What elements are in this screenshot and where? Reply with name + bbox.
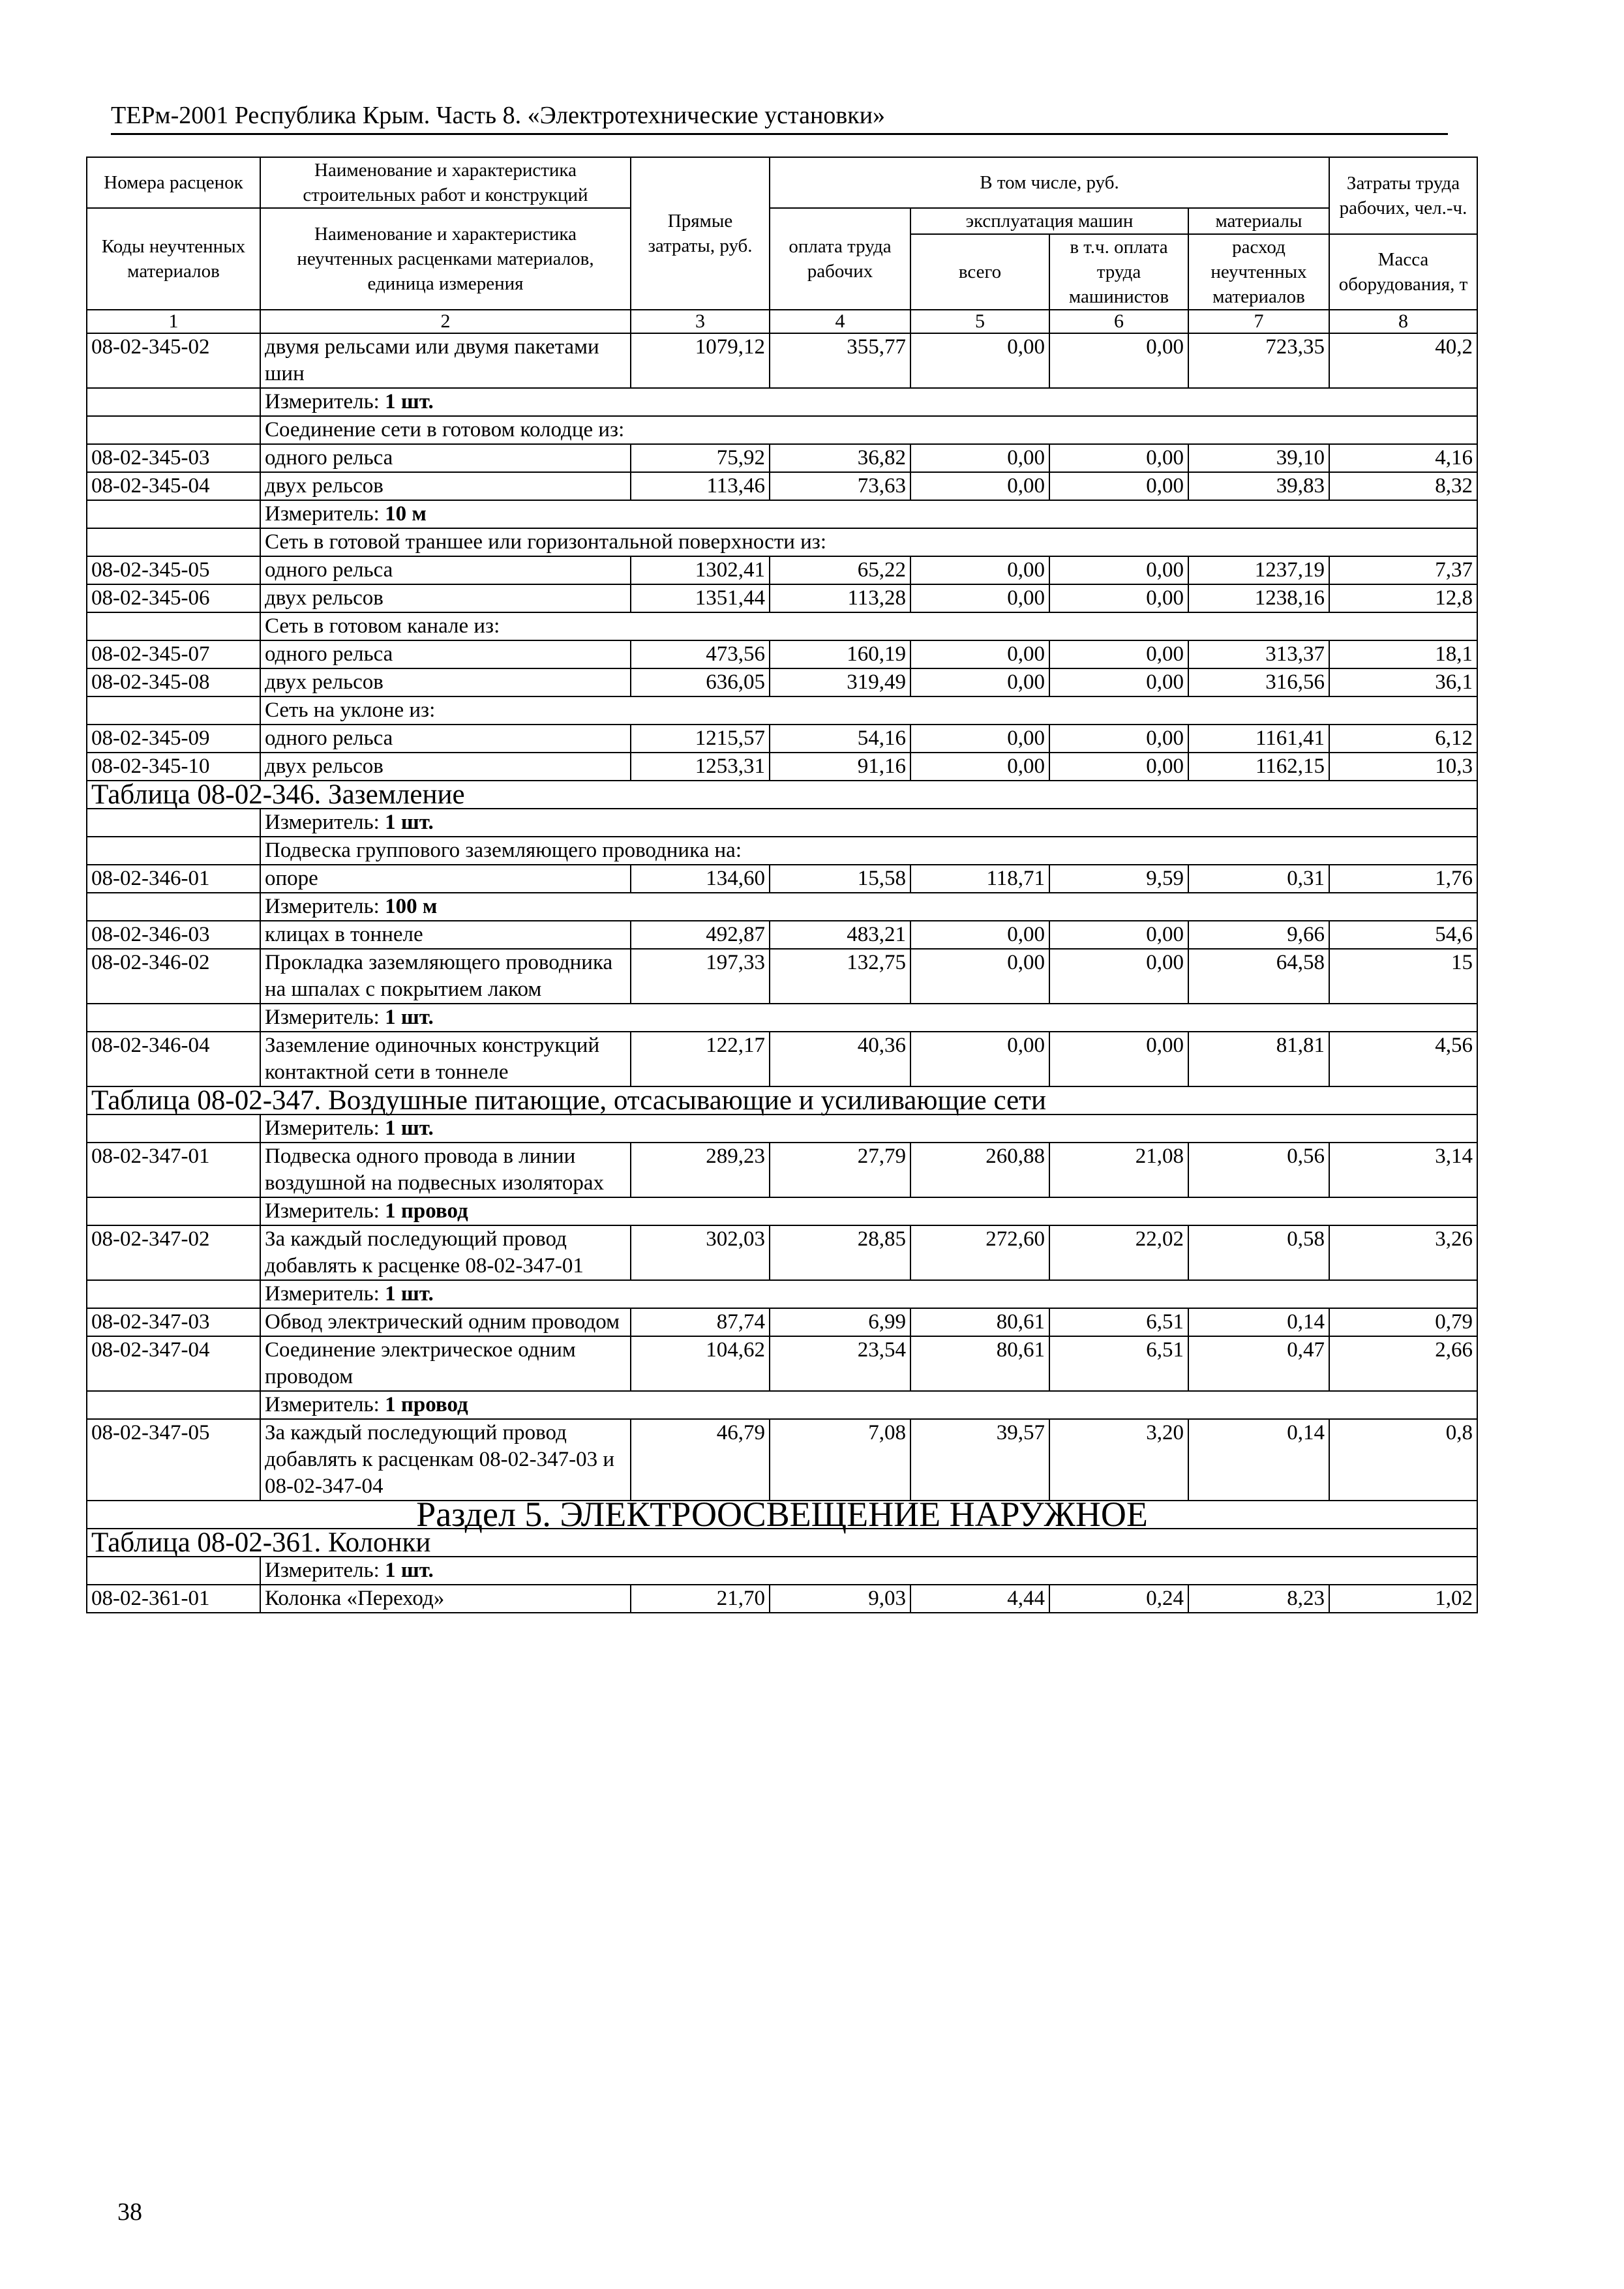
value-labor-costs: 0,8 xyxy=(1329,1419,1477,1501)
value-direct-costs: 1215,57 xyxy=(631,725,770,753)
value-machines-total: 0,00 xyxy=(910,1032,1049,1086)
value-machines-total: 0,00 xyxy=(910,668,1049,696)
measure-spacer xyxy=(87,1197,260,1225)
rate-row xyxy=(87,1585,1477,1613)
value-machinist-wages: 6,51 xyxy=(1049,1308,1188,1336)
rate-row xyxy=(87,949,1477,1004)
measure-cell xyxy=(260,893,1477,921)
value-machinist-wages: 0,00 xyxy=(1049,1032,1188,1086)
value-labor-costs: 36,1 xyxy=(1329,668,1477,696)
value-machines-total: 0,00 xyxy=(910,725,1049,753)
value-worker-wages: 27,79 xyxy=(770,1143,910,1197)
column-index: 1 xyxy=(87,310,260,333)
rate-code: 08-02-345-04 xyxy=(87,472,260,500)
rate-name: Обвод электрический одним проводом xyxy=(260,1308,631,1336)
rate-row xyxy=(87,1419,1477,1501)
table-title-row xyxy=(87,1086,1477,1115)
value-materials-cost: 723,35 xyxy=(1188,333,1329,388)
value-worker-wages: 113,28 xyxy=(770,584,910,612)
value-worker-wages: 132,75 xyxy=(770,949,910,1004)
column-index: 6 xyxy=(1049,310,1188,333)
table-title: Таблица 08-02-347. Воздушные питающие, отсасывающие и усиливающие сети xyxy=(87,1086,1477,1115)
rate-code: 08-02-345-02 xyxy=(87,333,260,388)
rate-code: 08-02-347-05 xyxy=(87,1419,260,1501)
rate-row xyxy=(87,725,1477,753)
measure-row xyxy=(87,893,1477,921)
measure-label: Измеритель: xyxy=(265,1282,385,1306)
value-machines-total: 0,00 xyxy=(910,753,1049,781)
value-worker-wages: 9,03 xyxy=(770,1585,910,1613)
value-materials-cost: 9,66 xyxy=(1188,921,1329,949)
value-machines-total: 0,00 xyxy=(910,444,1049,472)
section-row xyxy=(87,696,1477,725)
header-including-group: В том числе, руб. xyxy=(770,157,1329,208)
rate-row xyxy=(87,1225,1477,1280)
value-machines-total: 0,00 xyxy=(910,921,1049,949)
measure-cell xyxy=(260,809,1477,837)
value-materials-cost: 1161,41 xyxy=(1188,725,1329,753)
value-worker-wages: 40,36 xyxy=(770,1032,910,1086)
value-worker-wages: 6,99 xyxy=(770,1308,910,1336)
value-materials-cost: 1238,16 xyxy=(1188,584,1329,612)
part-title: Раздел 5. ЭЛЕКТРООСВЕЩЕНИЕ НАРУЖНОЕ xyxy=(87,1501,1477,1529)
value-worker-wages: 65,22 xyxy=(770,556,910,584)
value-direct-costs: 492,87 xyxy=(631,921,770,949)
rate-name: двух рельсов xyxy=(260,472,631,500)
value-machinist-wages: 22,02 xyxy=(1049,1225,1188,1280)
value-direct-costs: 134,60 xyxy=(631,865,770,893)
value-worker-wages: 319,49 xyxy=(770,668,910,696)
value-worker-wages: 91,16 xyxy=(770,753,910,781)
measure-label: Измеритель: xyxy=(265,1393,385,1416)
measure-spacer xyxy=(87,500,260,528)
measure-label: Измеритель: xyxy=(265,811,385,834)
value-worker-wages: 54,16 xyxy=(770,725,910,753)
measure-row xyxy=(87,1004,1477,1032)
value-materials-cost: 1162,15 xyxy=(1188,753,1329,781)
value-worker-wages: 36,82 xyxy=(770,444,910,472)
section-title: Сеть на уклоне из: xyxy=(260,696,1477,725)
rate-code: 08-02-346-02 xyxy=(87,949,260,1004)
value-labor-costs: 0,79 xyxy=(1329,1308,1477,1336)
rate-code: 08-02-345-10 xyxy=(87,753,260,781)
column-index: 4 xyxy=(770,310,910,333)
value-machines-total: 80,61 xyxy=(910,1336,1049,1391)
rate-row xyxy=(87,444,1477,472)
value-labor-costs: 6,12 xyxy=(1329,725,1477,753)
measure-row xyxy=(87,809,1477,837)
measure-cell xyxy=(260,1391,1477,1419)
value-machinist-wages: 3,20 xyxy=(1049,1419,1188,1501)
value-labor-costs: 2,66 xyxy=(1329,1336,1477,1391)
rate-name: двумя рельсами или двумя пакетами шин xyxy=(260,333,631,388)
measure-row xyxy=(87,500,1477,528)
value-worker-wages: 355,77 xyxy=(770,333,910,388)
value-machines-total: 0,00 xyxy=(910,333,1049,388)
value-materials-cost: 313,37 xyxy=(1188,640,1329,668)
measure-spacer xyxy=(87,1280,260,1308)
header-unaccounted-materials: расход неучтенных материалов xyxy=(1188,234,1329,310)
measure-unit: 1 шт. xyxy=(385,390,434,413)
value-materials-cost: 0,14 xyxy=(1188,1308,1329,1336)
value-labor-costs: 15 xyxy=(1329,949,1477,1004)
value-machinist-wages: 0,00 xyxy=(1049,640,1188,668)
measure-unit: 100 м xyxy=(385,895,438,918)
rate-name: Заземление одиночных конструкций контактной сети в тоннеле xyxy=(260,1032,631,1086)
rate-row xyxy=(87,865,1477,893)
measure-label: Измеритель: xyxy=(265,1006,385,1029)
value-materials-cost: 316,56 xyxy=(1188,668,1329,696)
value-direct-costs: 1079,12 xyxy=(631,333,770,388)
measure-spacer xyxy=(87,1557,260,1585)
rate-row xyxy=(87,584,1477,612)
value-direct-costs: 75,92 xyxy=(631,444,770,472)
rate-row xyxy=(87,668,1477,696)
value-materials-cost: 0,31 xyxy=(1188,865,1329,893)
value-direct-costs: 197,33 xyxy=(631,949,770,1004)
header-rate-numbers: Номера расценок xyxy=(87,157,260,208)
rate-row xyxy=(87,921,1477,949)
value-labor-costs: 1,76 xyxy=(1329,865,1477,893)
rate-code: 08-02-347-03 xyxy=(87,1308,260,1336)
rate-name: одного рельса xyxy=(260,556,631,584)
rate-code: 08-02-345-08 xyxy=(87,668,260,696)
value-materials-cost: 0,14 xyxy=(1188,1419,1329,1501)
value-materials-cost: 39,83 xyxy=(1188,472,1329,500)
value-materials-cost: 0,56 xyxy=(1188,1143,1329,1197)
value-materials-cost: 0,47 xyxy=(1188,1336,1329,1391)
value-machines-total: 80,61 xyxy=(910,1308,1049,1336)
value-machinist-wages: 0,00 xyxy=(1049,668,1188,696)
column-index: 3 xyxy=(631,310,770,333)
column-index: 8 xyxy=(1329,310,1477,333)
value-machines-total: 0,00 xyxy=(910,640,1049,668)
value-labor-costs: 12,8 xyxy=(1329,584,1477,612)
page-header: ТЕРм-2001 Республика Крым. Часть 8. «Электротехнические установки» xyxy=(111,98,1448,135)
header-materials: материалы xyxy=(1188,208,1329,234)
measure-spacer xyxy=(87,388,260,416)
rate-row xyxy=(87,472,1477,500)
measure-cell xyxy=(260,500,1477,528)
value-labor-costs: 3,14 xyxy=(1329,1143,1477,1197)
measure-spacer xyxy=(87,1004,260,1032)
value-machinist-wages: 0,00 xyxy=(1049,725,1188,753)
value-machines-total: 118,71 xyxy=(910,865,1049,893)
measure-unit: 1 шт. xyxy=(385,1006,434,1029)
value-worker-wages: 28,85 xyxy=(770,1225,910,1280)
value-labor-costs: 54,6 xyxy=(1329,921,1477,949)
value-direct-costs: 113,46 xyxy=(631,472,770,500)
measure-label: Измеритель: xyxy=(265,502,385,526)
measure-spacer xyxy=(87,1391,260,1419)
measure-row xyxy=(87,388,1477,416)
value-machinist-wages: 0,24 xyxy=(1049,1585,1188,1613)
rate-code: 08-02-345-05 xyxy=(87,556,260,584)
part-title-row xyxy=(87,1501,1477,1529)
rate-code: 08-02-345-09 xyxy=(87,725,260,753)
measure-label: Измеритель: xyxy=(265,895,385,918)
value-machinist-wages: 6,51 xyxy=(1049,1336,1188,1391)
measure-spacer xyxy=(87,809,260,837)
value-labor-costs: 7,37 xyxy=(1329,556,1477,584)
value-machines-total: 39,57 xyxy=(910,1419,1049,1501)
value-machines-total: 0,00 xyxy=(910,472,1049,500)
rate-name: Подвеска одного провода в линии воздушной на подвесных изоляторах xyxy=(260,1143,631,1197)
rate-code: 08-02-345-03 xyxy=(87,444,260,472)
section-spacer xyxy=(87,612,260,640)
value-materials-cost: 64,58 xyxy=(1188,949,1329,1004)
value-direct-costs: 1253,31 xyxy=(631,753,770,781)
rate-row xyxy=(87,1032,1477,1086)
value-labor-costs: 18,1 xyxy=(1329,640,1477,668)
value-labor-costs: 3,26 xyxy=(1329,1225,1477,1280)
header-work-name: Наименование и характеристика строительных работ и конструкций xyxy=(260,157,631,208)
measure-row xyxy=(87,1391,1477,1419)
rate-name: одного рельса xyxy=(260,444,631,472)
section-row xyxy=(87,837,1477,865)
measure-cell xyxy=(260,1280,1477,1308)
rate-row xyxy=(87,640,1477,668)
value-direct-costs: 636,05 xyxy=(631,668,770,696)
rate-name: Прокладка заземляющего проводника на шпалах с покрытием лаком xyxy=(260,949,631,1004)
value-machinist-wages: 0,00 xyxy=(1049,921,1188,949)
value-machinist-wages: 0,00 xyxy=(1049,753,1188,781)
value-machines-total: 272,60 xyxy=(910,1225,1049,1280)
value-direct-costs: 289,23 xyxy=(631,1143,770,1197)
value-materials-cost: 81,81 xyxy=(1188,1032,1329,1086)
measure-unit: 10 м xyxy=(385,502,427,526)
value-materials-cost: 0,58 xyxy=(1188,1225,1329,1280)
measure-label: Измеритель: xyxy=(265,1116,385,1140)
section-row xyxy=(87,416,1477,444)
table-header xyxy=(87,157,1477,333)
value-machines-total: 260,88 xyxy=(910,1143,1049,1197)
header-machinist-wages: в т.ч. оплата труда машинистов xyxy=(1049,234,1188,310)
rate-name: двух рельсов xyxy=(260,584,631,612)
measure-cell xyxy=(260,1004,1477,1032)
value-direct-costs: 104,62 xyxy=(631,1336,770,1391)
header-worker-wages: оплата труда рабочих xyxy=(770,208,910,310)
rate-name: одного рельса xyxy=(260,725,631,753)
section-row xyxy=(87,528,1477,556)
rate-code: 08-02-361-01 xyxy=(87,1585,260,1613)
table-title: Таблица 08-02-346. Заземление xyxy=(87,781,1477,809)
measure-row xyxy=(87,1115,1477,1143)
section-title: Сеть в готовом канале из: xyxy=(260,612,1477,640)
value-machinist-wages: 0,00 xyxy=(1049,444,1188,472)
measure-row xyxy=(87,1197,1477,1225)
rate-row xyxy=(87,333,1477,388)
value-direct-costs: 302,03 xyxy=(631,1225,770,1280)
value-labor-costs: 4,56 xyxy=(1329,1032,1477,1086)
rate-code: 08-02-347-01 xyxy=(87,1143,260,1197)
value-machinist-wages: 0,00 xyxy=(1049,556,1188,584)
value-labor-costs: 1,02 xyxy=(1329,1585,1477,1613)
measure-unit: 1 шт. xyxy=(385,1116,434,1140)
section-spacer xyxy=(87,416,260,444)
value-direct-costs: 46,79 xyxy=(631,1419,770,1501)
value-worker-wages: 7,08 xyxy=(770,1419,910,1501)
rates-table xyxy=(86,157,1478,1613)
measure-unit: 1 шт. xyxy=(385,811,434,834)
header-material-codes: Коды неучтенных материалов xyxy=(87,208,260,310)
rate-row xyxy=(87,1143,1477,1197)
header-direct-costs: Прямые затраты, руб. xyxy=(631,157,770,310)
column-index: 5 xyxy=(910,310,1049,333)
rate-name: За каждый последующий провод добавлять к расценкам 08-02-347-03 и 08-02-347-04 xyxy=(260,1419,631,1501)
measure-cell xyxy=(260,1557,1477,1585)
measure-row xyxy=(87,1557,1477,1585)
value-direct-costs: 1302,41 xyxy=(631,556,770,584)
section-title: Соединение сети в готовом колодце из: xyxy=(260,416,1477,444)
section-spacer xyxy=(87,696,260,725)
section-title: Подвеска группового заземляющего проводника на: xyxy=(260,837,1477,865)
rate-code: 08-02-347-02 xyxy=(87,1225,260,1280)
rate-name: опоре xyxy=(260,865,631,893)
rate-name: двух рельсов xyxy=(260,668,631,696)
rate-name: двух рельсов xyxy=(260,753,631,781)
rate-name: Соединение электрическое одним проводом xyxy=(260,1336,631,1391)
value-worker-wages: 15,58 xyxy=(770,865,910,893)
measure-spacer xyxy=(87,1115,260,1143)
value-machinist-wages: 0,00 xyxy=(1049,949,1188,1004)
value-worker-wages: 160,19 xyxy=(770,640,910,668)
header-machine-operation: эксплуатация машин xyxy=(910,208,1188,234)
rate-code: 08-02-347-04 xyxy=(87,1336,260,1391)
value-machines-total: 0,00 xyxy=(910,556,1049,584)
value-worker-wages: 73,63 xyxy=(770,472,910,500)
value-direct-costs: 21,70 xyxy=(631,1585,770,1613)
table-title: Таблица 08-02-361. Колонки xyxy=(87,1529,1477,1557)
rate-name: одного рельса xyxy=(260,640,631,668)
column-index: 7 xyxy=(1188,310,1329,333)
header-machines-total: всего xyxy=(910,234,1049,310)
rate-name: За каждый последующий провод добавлять к расценке 08-02-347-01 xyxy=(260,1225,631,1280)
value-direct-costs: 87,74 xyxy=(631,1308,770,1336)
section-row xyxy=(87,612,1477,640)
rate-code: 08-02-346-01 xyxy=(87,865,260,893)
measure-label: Измеритель: xyxy=(265,390,385,413)
value-materials-cost: 1237,19 xyxy=(1188,556,1329,584)
measure-cell xyxy=(260,1115,1477,1143)
rate-row xyxy=(87,556,1477,584)
value-labor-costs: 8,32 xyxy=(1329,472,1477,500)
value-direct-costs: 122,17 xyxy=(631,1032,770,1086)
measure-label: Измеритель: xyxy=(265,1199,385,1223)
rate-row xyxy=(87,753,1477,781)
measure-unit: 1 провод xyxy=(385,1199,468,1223)
measure-unit: 1 провод xyxy=(385,1393,468,1416)
measure-unit: 1 шт. xyxy=(385,1559,434,1582)
page-number: 38 xyxy=(117,2198,142,2226)
value-machines-total: 0,00 xyxy=(910,584,1049,612)
value-machinist-wages: 0,00 xyxy=(1049,584,1188,612)
measure-unit: 1 шт. xyxy=(385,1282,434,1306)
value-machinist-wages: 0,00 xyxy=(1049,333,1188,388)
measure-cell xyxy=(260,388,1477,416)
header-equipment-mass: Масса оборудования, т xyxy=(1329,234,1477,310)
value-materials-cost: 8,23 xyxy=(1188,1585,1329,1613)
rate-code: 08-02-346-03 xyxy=(87,921,260,949)
value-direct-costs: 473,56 xyxy=(631,640,770,668)
value-worker-wages: 23,54 xyxy=(770,1336,910,1391)
value-worker-wages: 483,21 xyxy=(770,921,910,949)
column-index: 2 xyxy=(260,310,631,333)
section-title: Сеть в готовой траншее или горизонтальной поверхности из: xyxy=(260,528,1477,556)
rate-code: 08-02-345-07 xyxy=(87,640,260,668)
rate-code: 08-02-345-06 xyxy=(87,584,260,612)
value-labor-costs: 10,3 xyxy=(1329,753,1477,781)
measure-row xyxy=(87,1280,1477,1308)
value-machinist-wages: 21,08 xyxy=(1049,1143,1188,1197)
rate-row xyxy=(87,1308,1477,1336)
rate-name: Колонка «Переход» xyxy=(260,1585,631,1613)
table-title-row xyxy=(87,781,1477,809)
value-labor-costs: 4,16 xyxy=(1329,444,1477,472)
value-machinist-wages: 0,00 xyxy=(1049,472,1188,500)
value-labor-costs: 40,2 xyxy=(1329,333,1477,388)
measure-spacer xyxy=(87,893,260,921)
value-machines-total: 0,00 xyxy=(910,949,1049,1004)
measure-cell xyxy=(260,1197,1477,1225)
rate-row xyxy=(87,1336,1477,1391)
measure-label: Измеритель: xyxy=(265,1559,385,1582)
rate-name: клицах в тоннеле xyxy=(260,921,631,949)
header-material-name: Наименование и характеристика неучтенных расценками материалов, единица измерения xyxy=(260,208,631,310)
section-spacer xyxy=(87,837,260,865)
header-labor-costs: Затраты труда рабочих, чел.-ч. xyxy=(1329,157,1477,234)
value-machines-total: 4,44 xyxy=(910,1585,1049,1613)
table-body xyxy=(87,333,1477,1613)
value-direct-costs: 1351,44 xyxy=(631,584,770,612)
section-spacer xyxy=(87,528,260,556)
rate-code: 08-02-346-04 xyxy=(87,1032,260,1086)
value-machinist-wages: 9,59 xyxy=(1049,865,1188,893)
value-materials-cost: 39,10 xyxy=(1188,444,1329,472)
